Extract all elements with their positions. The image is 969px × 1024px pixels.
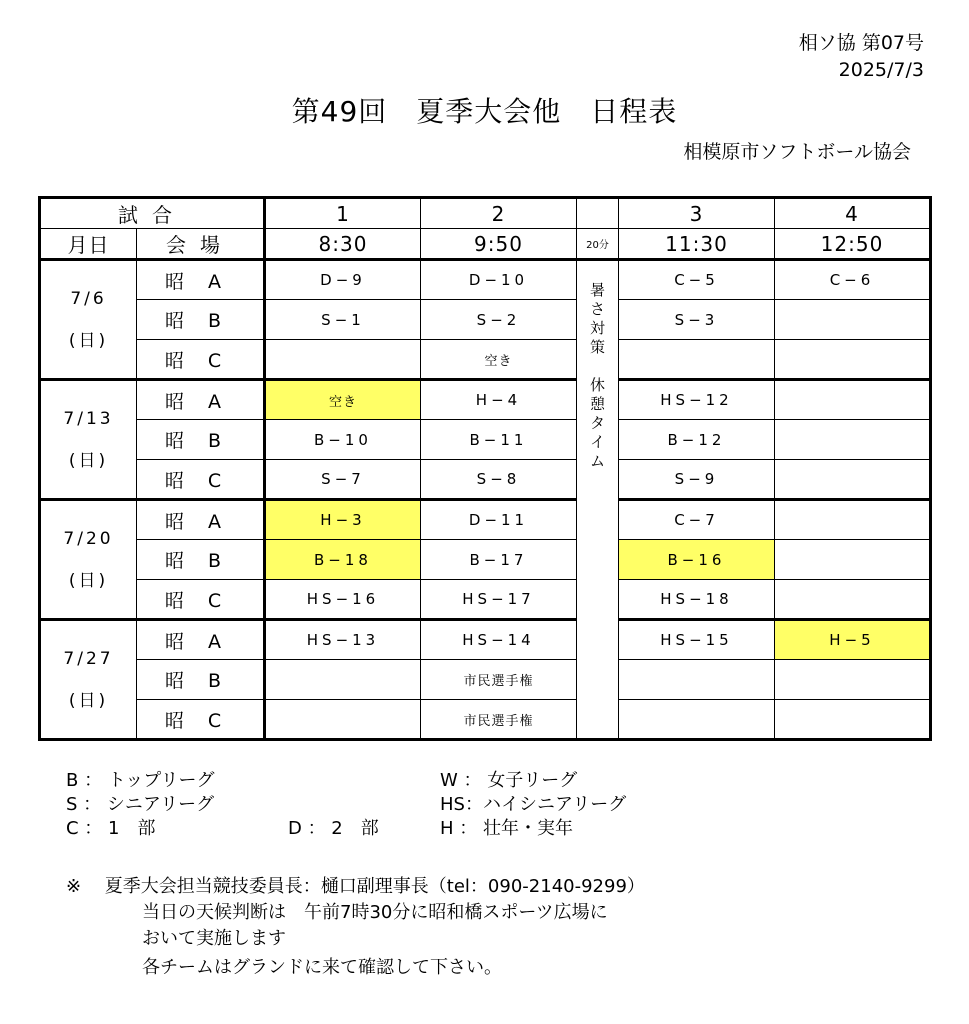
break-char: イ [589, 433, 605, 451]
venue-cell: 昭A [137, 260, 265, 300]
venue-cell: 昭C [137, 580, 265, 620]
break-char: 憩 [589, 395, 605, 413]
game-cell: 空き [265, 380, 421, 420]
venue-cell: 昭A [137, 500, 265, 540]
table-row [40, 300, 931, 340]
game-cell: C−6 [775, 260, 931, 300]
note-confirm: 各チームはグランドに来て確認して下さい。 [142, 957, 502, 978]
date-text: 7/27 [63, 648, 114, 669]
game-cell: HS−17 [421, 580, 577, 620]
doc-date: 2025/7/3 [838, 59, 924, 81]
game-cell: H−3 [265, 500, 421, 540]
game-cell [775, 700, 931, 740]
game-cell: S−8 [421, 460, 577, 500]
game-cell: B−12 [619, 420, 775, 460]
game-cell: S−9 [619, 460, 775, 500]
legend-item-w: W ： 女子リーグ [440, 770, 578, 791]
date-cell [40, 380, 137, 500]
game-cell [775, 300, 931, 340]
table-row [40, 260, 931, 300]
date-cell [40, 260, 137, 380]
round-header-2: 2 [421, 198, 577, 229]
venue-cell: 昭B [137, 420, 265, 460]
time-4: 12:50 [775, 229, 931, 260]
break-char: 暑 [589, 281, 605, 299]
game-cell: 空き [421, 340, 577, 380]
game-cell: B−10 [265, 420, 421, 460]
game-cell [265, 700, 421, 740]
table-row [40, 460, 931, 500]
table-row [40, 420, 931, 460]
break-char: 対 [589, 319, 605, 337]
game-cell [619, 660, 775, 700]
venue-cell: 昭B [137, 540, 265, 580]
table-row [40, 700, 931, 740]
venue-cell: 昭C [137, 460, 265, 500]
round-header-4: 4 [775, 198, 931, 229]
game-cell [619, 700, 775, 740]
legend-item-b: B ： トップリーグ [66, 770, 215, 791]
round-header-1: 1 [265, 198, 421, 229]
game-cell: 市民選手権 [421, 660, 577, 700]
doc-ref: 相ソ協 第07号 [798, 32, 924, 54]
table-row [40, 540, 931, 580]
venue-header: 会場 [137, 229, 265, 260]
game-cell [775, 580, 931, 620]
date-text: 7/6 [70, 288, 107, 309]
game-cell [775, 340, 931, 380]
game-cell: HS−18 [619, 580, 775, 620]
game-cell: 市民選手権 [421, 700, 577, 740]
day-of-week: (日) [68, 570, 109, 591]
table-row [40, 620, 931, 660]
game-cell [775, 540, 931, 580]
game-cell: S−2 [421, 300, 577, 340]
game-cell: S−3 [619, 300, 775, 340]
schedule-table [38, 196, 932, 741]
time-3: 11:30 [619, 229, 775, 260]
organization-name: 相模原市ソフトボール協会 [683, 141, 911, 163]
legend-item-d: D ： 2 部 [288, 818, 379, 839]
break-duration: 20分 [577, 229, 619, 260]
game-cell [775, 660, 931, 700]
note-weather-2: おいて実施します [142, 928, 286, 949]
game-cell: HS−16 [265, 580, 421, 620]
table-row [40, 660, 931, 700]
date-cell [40, 620, 137, 740]
day-of-week: (日) [68, 330, 109, 351]
time-1: 8:30 [265, 229, 421, 260]
break-char: 策 [589, 338, 605, 356]
venue-cell: 昭C [137, 700, 265, 740]
match-header: 試合 [40, 198, 265, 229]
break-char: さ [589, 300, 605, 318]
game-cell [775, 460, 931, 500]
day-of-week: (日) [68, 450, 109, 471]
game-cell: HS−14 [421, 620, 577, 660]
round-header-3: 3 [619, 198, 775, 229]
note-contact: ※ 夏季大会担当競技委員長：樋口副理事長（tel：090-2140-9299） [66, 876, 645, 897]
game-cell [775, 420, 931, 460]
game-cell: H−4 [421, 380, 577, 420]
venue-cell: 昭A [137, 380, 265, 420]
date-header: 月日 [40, 229, 137, 260]
page-title: 第49回 夏季大会他 日程表 [291, 95, 678, 128]
date-text: 7/20 [63, 528, 114, 549]
legend-item-hs: HS：ハイシニアリーグ [440, 794, 627, 815]
break-char: タ [589, 414, 605, 432]
time-2: 9:50 [421, 229, 577, 260]
game-cell: HS−13 [265, 620, 421, 660]
game-cell: S−1 [265, 300, 421, 340]
game-cell: HS−15 [619, 620, 775, 660]
break-char: 休 [589, 376, 605, 394]
game-cell: B−11 [421, 420, 577, 460]
game-cell: H−5 [775, 620, 931, 660]
game-cell [265, 660, 421, 700]
venue-cell: 昭B [137, 300, 265, 340]
table-row [40, 500, 931, 540]
game-cell [265, 340, 421, 380]
game-cell: B−18 [265, 540, 421, 580]
game-cell [775, 380, 931, 420]
break-column [577, 260, 619, 740]
game-cell: HS−12 [619, 380, 775, 420]
break-header [577, 198, 619, 229]
note-weather-1: 当日の天候判断は 午前7時30分に昭和橋スポーツ広場に [142, 902, 608, 923]
table-row [40, 340, 931, 380]
venue-cell: 昭B [137, 660, 265, 700]
game-cell: C−5 [619, 260, 775, 300]
game-cell: D−9 [265, 260, 421, 300]
venue-cell: 昭C [137, 340, 265, 380]
game-cell: B−17 [421, 540, 577, 580]
legend-item-s: S ： シニアリーグ [66, 794, 215, 815]
table-row [40, 380, 931, 420]
game-cell: D−10 [421, 260, 577, 300]
game-cell: D−11 [421, 500, 577, 540]
date-cell [40, 500, 137, 620]
table-row [40, 580, 931, 620]
day-of-week: (日) [68, 690, 109, 711]
legend-item-h: H ： 壮年・実年 [440, 818, 573, 839]
game-cell: S−7 [265, 460, 421, 500]
venue-cell: 昭A [137, 620, 265, 660]
date-text: 7/13 [63, 408, 114, 429]
game-cell: C−7 [619, 500, 775, 540]
legend-item-c: C ： 1 部 [66, 818, 156, 839]
game-cell [775, 500, 931, 540]
break-char: ム [589, 452, 605, 470]
game-cell [619, 340, 775, 380]
game-cell: B−16 [619, 540, 775, 580]
